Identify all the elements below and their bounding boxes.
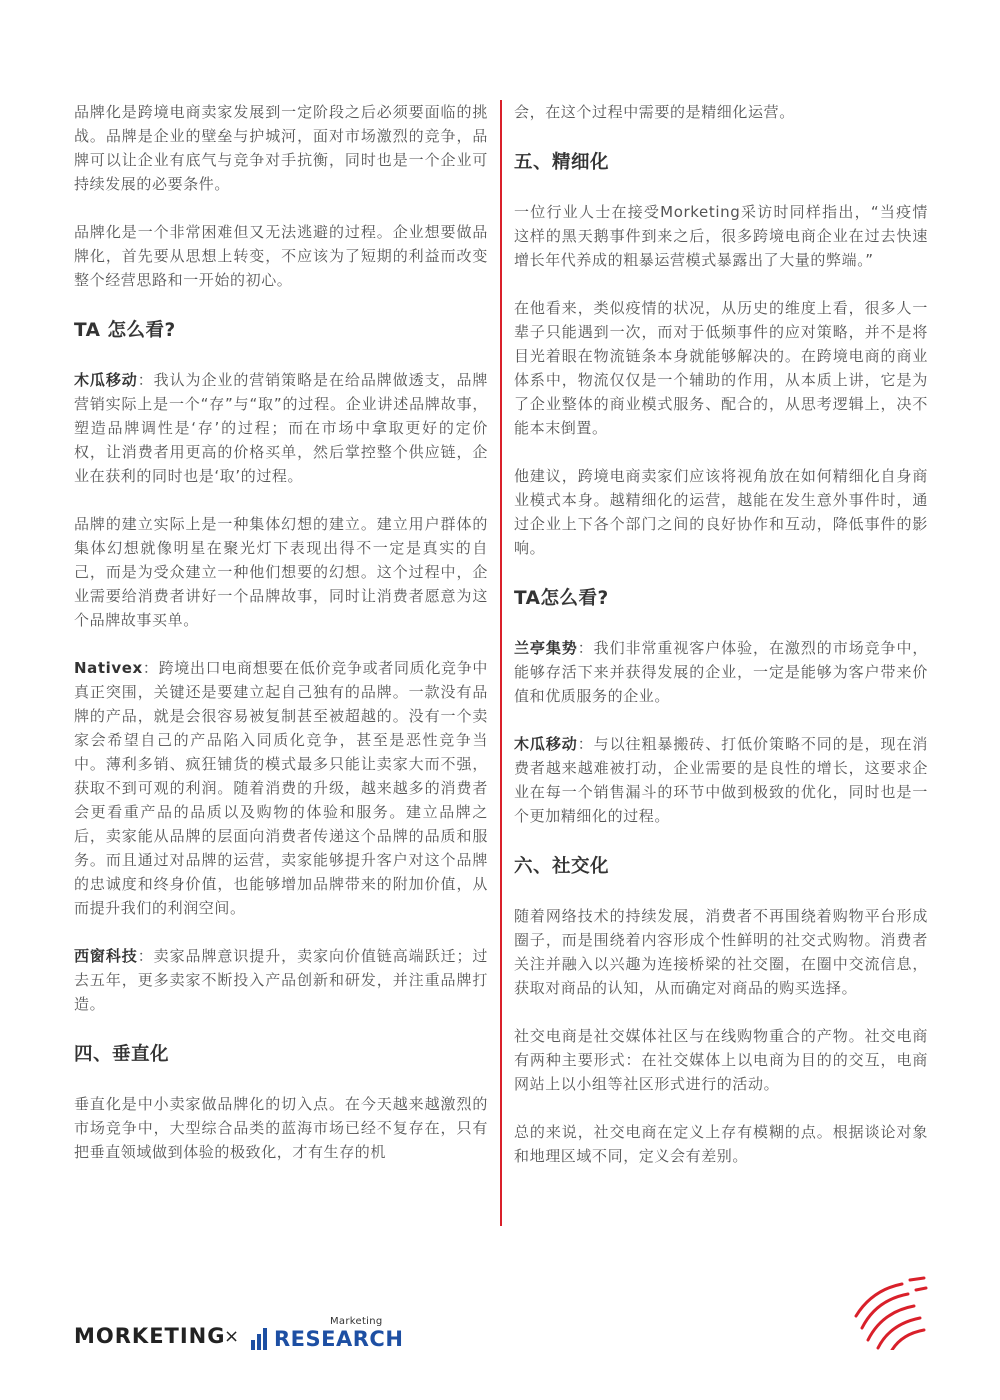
left-column: [74, 100, 488, 1188]
research-logo-word: RESEARCH: [274, 1327, 404, 1351]
right-column: [514, 100, 928, 1192]
quote-text: ：我认为企业的营销策略是在给品牌做透支，品牌营销实际上是一个“存”与“取”的过程。企业讲述品牌故事，塑造品牌调性是‘存’的过程；而在市场中拿取更好的定价权，让消费者用更高的价格买单，然后掌控整个供应链，企业在获利的同时也是‘取’的过程。: [74, 371, 489, 485]
paragraph-social-shopping: 随着网络技术的持续发展，消费者不再围绕着购物平台形成圈子，而是围绕着内容形成个性鲜明的社交式购物。消费者关注并融入以兴趣为连接桥梁的社交圈，在圈中交流信息，获取对商品的认知，从而确定对商品的购买选择。: [514, 907, 928, 997]
times-symbol: ×: [224, 1326, 240, 1347]
quote-text: ：与以往粗暴搬砖、打低价策略不同的是，现在消费者越来越难被打动，企业需要的是良性的增长，这要求企业在每一个销售漏斗的环节中做到极致的优化，同时也是一个更加精细化的过程。: [514, 735, 929, 825]
paragraph-verticalization: 垂直化是中小卖家做品牌化的切入点。在今天越来越激烈的市场竞争中，大型综合品类的蓝海市场已经不复存在，只有把垂直领域做到体验的极致化，才有生存的机: [74, 1095, 488, 1161]
quote-text: ：跨境出口电商想要在低价竞争或者同质化竞争中真正突围，关键还是要建立起自己独有的品牌。一款没有品牌的产品，就是会很容易被复制甚至被超越的。没有一个卖家会希望自己的产品陷入同质化竞争，甚至是恶性竞争当中。薄利多销、疯狂铺货的模式最多只能让卖家大而不强，获取不到可观的利润。随着消费的升级，越来越多的消费者会更看重产品的品质以及购物的体验和服务。建立品牌之后，卖家能从品牌的层面向消费者传递这个品牌的品质和服务。而且通过对品牌的运营，卖家能够提升客户对这个品牌的忠诚度和终身价值，也能够增加品牌带来的附加价值，从而提升我们的利润空间。: [74, 659, 488, 917]
quote-text: ：卖家品牌意识提升，卖家向价值链高端跃迁；过去五年，更多卖家不断投入产品创新和研发，并注重品牌打造。: [74, 947, 489, 1013]
quote-text: ：我们非常重视客户体验，在激烈的市场竞争中，能够存活下来并获得发展的企业，一定是能够为客户带来价值和优质服务的企业。: [514, 639, 929, 705]
speaker-name: 西窗科技: [74, 947, 138, 965]
paragraph-recommendation: 他建议，跨境电商卖家们应该将视角放在如何精细化自身商业模式本身。越精细化的运营，越能在发生意外事件时，通过企业上下各个部门之间的良好协作和互动，降低事件的影响。: [514, 467, 928, 557]
bar-chart-icon: [250, 1328, 274, 1350]
paragraph-branding-process: 品牌化是一个非常困难但又无法逃避的过程。企业想要做品牌化，首先要从思想上转变，不应该为了短期的利益而改变整个经营思路和一开始的初心。: [74, 223, 488, 289]
heading-ta-view-left: TA 怎么看?: [74, 320, 176, 341]
column-divider: [500, 100, 502, 1226]
morketing-logo: MORKETING: [74, 1324, 226, 1348]
paragraph-collective-fantasy: 品牌的建立实际上是一种集体幻想的建立。建立用户群体的集体幻想就像明星在聚光灯下表现出得不一定是真实的自己，而是为受众建立一种他们想要的幻想。这个过程中，企业需要给消费者讲好一个品牌故事，同时让消费者愿意为这个品牌故事买单。: [74, 515, 488, 629]
heading-ta-view-right: TA怎么看?: [514, 588, 609, 609]
heading-socialization: 六、社交化: [514, 856, 610, 877]
paragraph-branding-challenge: 品牌化是跨境电商卖家发展到一定阶段之后必须要面临的挑战。品牌是企业的壁垒与护城河，面对市场激烈的竞争，品牌可以让企业有底气与竞争对手抗衡，同时也是一个企业可持续发展的必要条件。: [74, 103, 488, 193]
paragraph-definition: 总的来说，社交电商在定义上存有模糊的点。根据谈论对象和地理区域不同，定义会有差别。: [514, 1123, 928, 1165]
paragraph-continuation: 会，在这个过程中需要的是精细化运营。: [514, 103, 795, 121]
quote-xichuang: [74, 944, 488, 1016]
speaker-name: 木瓜移动: [74, 371, 138, 389]
speaker-name: 木瓜移动: [514, 735, 578, 753]
heading-refinement: 五、精细化: [514, 152, 610, 173]
quote-mugua-2: [514, 732, 928, 828]
quote-mugua-1: [74, 368, 488, 488]
paragraph-low-frequency-events: 在他看来，类似疫情的状况，从历史的维度上看，很多人一辈子只能遇到一次，而对于低频事件的应对策略，并不是将目光着眼在物流链条本身就能够解决的。在跨境电商的商业体系中，物流仅仅是一个辅助的作用，从本质上讲，它是为了企业整体的商业模式服务、配合的，从思考逻辑上，决不能本末倒置。: [514, 299, 928, 437]
quote-lightinthebox: [514, 636, 928, 708]
heading-verticalization: 四、垂直化: [74, 1044, 170, 1065]
paragraph-social-commerce: 社交电商是社交媒体社区与在线购物重合的产物。社交电商有两种主要形式：在社交媒体上以电商为目的的交互，电商网站上以小组等社区形式进行的活动。: [514, 1027, 928, 1093]
fingerprint-decoration-icon: [852, 1276, 928, 1350]
paragraph-industry-quote: 一位行业人士在接受Morketing采访时同样指出，“当疫情这样的黑天鹅事件到来之后，很多跨境电商企业在过去快速增长年代养成的粗暴运营模式暴露出了大量的弊端。”: [514, 203, 928, 269]
speaker-name: 兰亭集势: [514, 639, 578, 657]
research-logo-subtitle: Marketing: [330, 1316, 383, 1327]
speaker-name: Nativex: [74, 659, 143, 677]
research-logo: [250, 1316, 404, 1356]
quote-nativex: [74, 656, 488, 920]
